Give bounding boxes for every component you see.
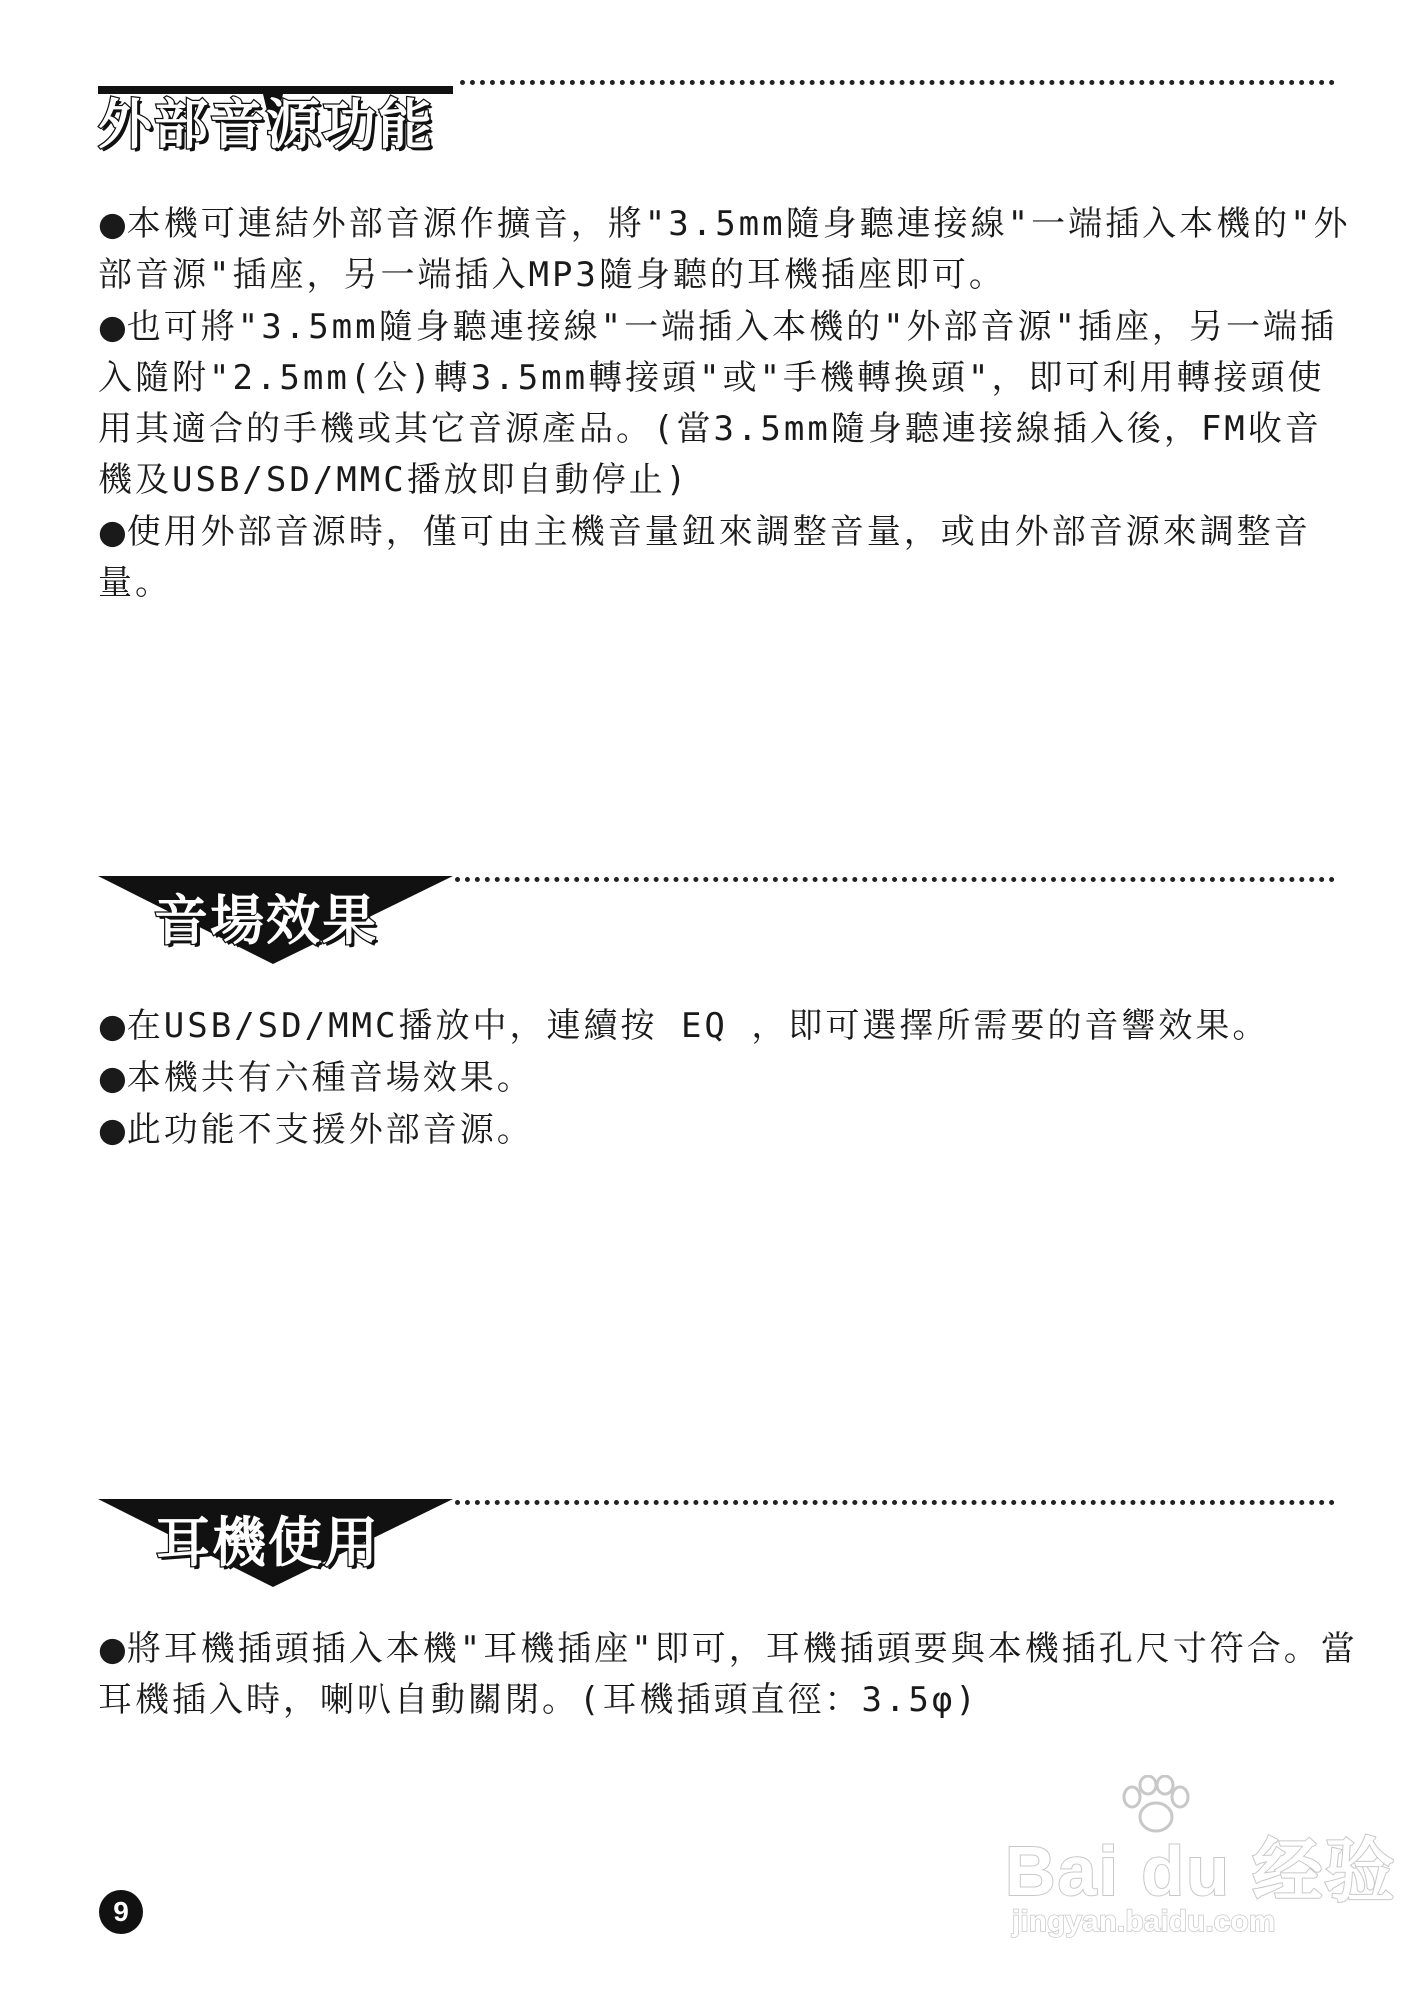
bullet-icon: ● <box>98 204 127 243</box>
section-divider <box>455 877 1335 882</box>
baidu-watermark <box>1000 1775 1397 1945</box>
bullet-icon: ● <box>98 1006 127 1045</box>
paragraph-text: 在USB/SD/MMC播放中，連續按 EQ ，即可選擇所需要的音響效果。 <box>126 1006 1270 1046</box>
paragraph <box>98 1104 1358 1156</box>
bullet-icon: ● <box>98 1629 127 1668</box>
section-body <box>98 1623 1358 1726</box>
section-title: 外部音源功能 <box>98 93 434 156</box>
paragraph-text: 此功能不支援外部音源。 <box>126 1110 534 1150</box>
section-divider <box>460 80 1335 85</box>
watermark-url: jingyan.baidu.com <box>1012 1905 1276 1938</box>
bullet-icon: ● <box>98 1058 127 1097</box>
paragraph-text: 本機共有六種音場效果。 <box>126 1058 534 1098</box>
page-number: 9 <box>99 1890 143 1934</box>
paragraph <box>98 198 1358 301</box>
paragraph-text: 本機可連結外部音源作擴音，將"3.5mm隨身聽連接線"一端插入本機的"外部音源"插座，另一端插入MP3隨身聽的耳機插座即可。 <box>98 204 1351 295</box>
watermark-logo: Bai du 经验 <box>1005 1832 1397 1910</box>
paragraph <box>98 1623 1358 1726</box>
section-body <box>98 198 1358 609</box>
paragraph-text: 使用外部音源時，僅可由主機音量鈕來調整音量，或由外部音源來調整音量。 <box>98 512 1311 603</box>
section-title: 音場效果 <box>154 889 378 952</box>
paragraph <box>98 1052 1358 1104</box>
bullet-icon: ● <box>98 307 127 346</box>
section-title: 耳機使用 <box>156 1511 380 1574</box>
paragraph-text: 將耳機插頭插入本機"耳機插座"即可，耳機插頭要與本機插孔尺寸符合。當耳機插入時，喇叭自動關閉。(耳機插頭直徑：3.5φ) <box>98 1629 1358 1720</box>
section-body <box>98 1000 1358 1156</box>
paragraph-text: 也可將"3.5mm隨身聽連接線"一端插入本機的"外部音源"插座，另一端插入隨附"2.5mm(公)轉3.5mm轉接頭"或"手機轉換頭"，即可利用轉接頭使用其適合的手機或其它音源產品。(當3.5mm隨身聽連接線插入後，FM收音機及USB/SD/MMC播放即自動停止) <box>98 307 1338 500</box>
paragraph <box>98 301 1358 506</box>
paragraph <box>98 1000 1358 1052</box>
bullet-icon: ● <box>98 1110 127 1149</box>
paragraph <box>98 506 1358 609</box>
section-divider <box>455 1500 1335 1505</box>
bullet-icon: ● <box>98 512 127 551</box>
